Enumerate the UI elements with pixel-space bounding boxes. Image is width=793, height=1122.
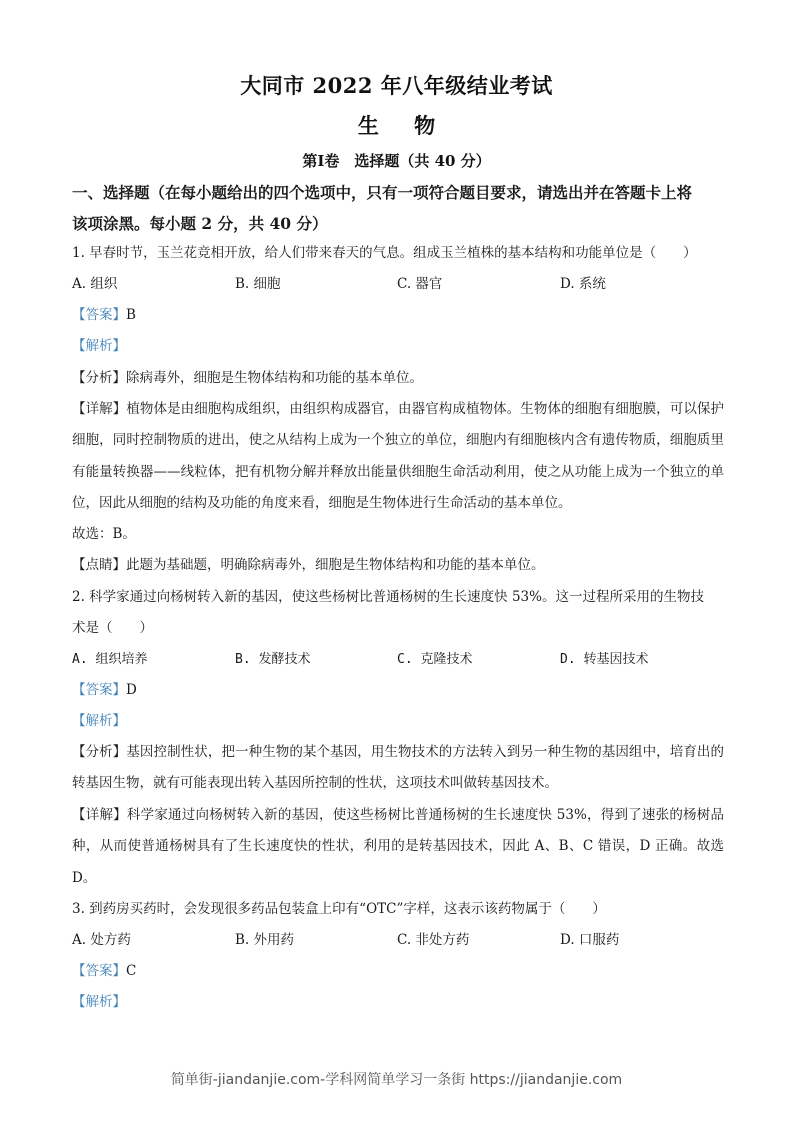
question-2-option-d: D. 转基因技术 (560, 652, 649, 667)
analysis-label: 【分析】 (72, 744, 127, 760)
question-1-option-d: D. 系统 (560, 276, 606, 292)
subject-title: 生 物 (357, 113, 450, 138)
exam-title: 大同市 2022 年八年级结业考试 (240, 73, 553, 98)
question-2-stem-line1: 2. 科学家通过向杨树转入新的基因，使这些杨树比普通杨树的生长速度快 53%。这一过程所采用的生物技 (72, 589, 704, 605)
question-1-detail (72, 394, 724, 519)
answer-value: C (126, 963, 137, 979)
section-heading-line1: 一、选择题（在每小题给出的四个选项中，只有一项符合题目要求，请选出并在答题卡上将 (72, 183, 693, 202)
question-1-stem: 1. 早春时节，玉兰花竞相开放，给人们带来春天的气息。组成玉兰植株的基本结构和功能单位是（ ） (72, 245, 697, 261)
question-1-analysis (72, 368, 727, 388)
section-heading-line2: 该项涂黑。每小题 2 分，共 40 分） (72, 214, 328, 233)
analysis-text: 基因控制性状，把一种生物的某个基因，用生物技术的方法转入到另一种生物的基因组中，培育出的转基因生物，就有可能表现出转入基因所控制的性状，这项技术叫做转基因技术。 (72, 744, 725, 792)
question-1-conclusion: 故选：B。 (72, 526, 136, 542)
answer-label: 【答案】 (72, 963, 126, 979)
question-1-explanation-label: 【解析】 (72, 338, 126, 354)
answer-value: B (126, 307, 136, 323)
comment-label: 【点睛】 (72, 557, 126, 573)
question-1-comment (72, 555, 727, 575)
analysis-text: 除病毒外，细胞是生物体结构和功能的基本单位。 (126, 370, 423, 386)
section-heading (72, 177, 732, 239)
question-2-option-a: A. 组织培养 (72, 652, 148, 667)
answer-label: 【答案】 (72, 307, 126, 323)
question-3-stem: 3. 到药房买药时，会发现很多药品包装盒上印有“OTC”字样，这表示该药物属于（ ） (72, 901, 606, 917)
question-1-option-b: B. 细胞 (235, 276, 281, 292)
answer-value: D (126, 682, 137, 698)
question-2-stem-line2: 术是（ ） (72, 620, 153, 636)
question-3-option-d: D. 口服药 (560, 932, 620, 948)
question-2-answer (72, 680, 727, 700)
question-3-explanation-label: 【解析】 (72, 994, 126, 1010)
question-2-detail (72, 800, 724, 894)
detail-label: 【详解】 (72, 807, 127, 823)
question-3-option-b: B. 外用药 (235, 932, 295, 948)
question-2-option-c: C. 克隆技术 (397, 652, 473, 667)
question-3-answer (72, 961, 727, 981)
footer-watermark: 简单街-jiandanjie.com-学科网简单学习一条街 https://jiandanjie.com (170, 1072, 623, 1088)
detail-text: 科学家通过向杨树转入新的基因，使这些杨树比普通杨树的生长速度快 53%，得到了速张的杨树品种，从而使普通杨树具有了生长速度快的性状，利用的是转基因技术，因此 A、B、C 错误，D 正确。故选 D。 (72, 807, 725, 886)
comment-text: 此题为基础题，明确除病毒外，细胞是生物体结构和功能的基本单位。 (126, 557, 545, 573)
question-1-option-a: A. 组织 (72, 276, 118, 292)
question-3-option-c: C. 非处方药 (397, 932, 470, 948)
question-2-option-b: B. 发酵技术 (235, 652, 311, 667)
detail-text: 植物体是由细胞构成组织，由组织构成器官，由器官构成植物体。生物体的细胞有细胞膜，可以保护细胞，同时控制物质的进出，使之从结构上成为一个独立的单位，细胞内有细胞核内含有遗传物质，细胞质里有能量转换器——线粒体，把有机物分解并释放出能量供细胞生命活动利用，使之从功能上成为一个独立的单位，因此从细胞的结构及功能的角度来看，细胞是生物体进行生命活动的基本单位。 (72, 401, 725, 511)
question-1-answer (72, 305, 727, 325)
analysis-label: 【分析】 (72, 370, 126, 386)
question-2-explanation-label: 【解析】 (72, 713, 126, 729)
question-3-option-a: A. 处方药 (72, 932, 131, 948)
detail-label: 【详解】 (72, 401, 127, 417)
part-title: 第Ⅰ卷 选择题（共 40 分） (302, 152, 491, 170)
answer-label: 【答案】 (72, 682, 126, 698)
question-2-analysis (72, 737, 724, 800)
question-1-option-c: C. 器官 (397, 276, 443, 292)
